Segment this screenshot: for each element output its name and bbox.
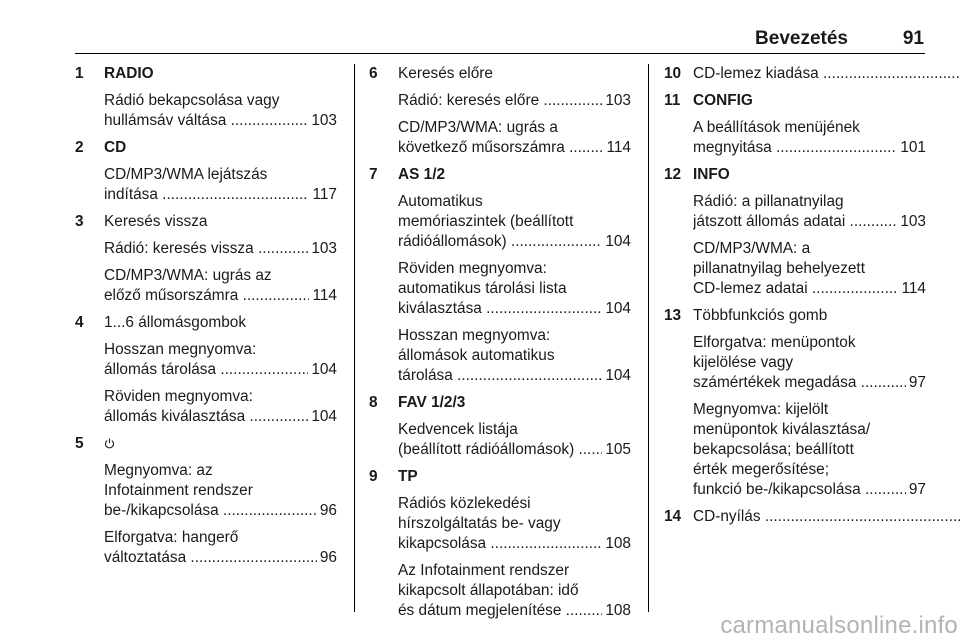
description-line: Rádió: a pillanatnyilag	[693, 193, 844, 210]
entry-number: 10	[664, 65, 682, 82]
index-line	[398, 138, 631, 158]
index-line	[693, 373, 926, 393]
description-line: A beállítások menüjének	[693, 119, 860, 136]
description-line: Infotainment rendszer	[104, 482, 253, 499]
index-line	[104, 407, 337, 427]
index-text: be-/kikapcsolása .....	[104, 501, 317, 521]
index-line	[693, 480, 926, 500]
entry-number: 4	[75, 314, 84, 331]
entry-heading	[664, 165, 926, 185]
page-reference: 104	[605, 300, 631, 317]
entry-number: 11	[664, 92, 681, 109]
entry-description	[104, 528, 337, 568]
page-reference: 104	[311, 408, 337, 425]
page-reference: 104	[311, 361, 337, 378]
description-line: Az Infotainment rendszer	[398, 562, 570, 579]
index-line	[398, 366, 631, 386]
entry-name: FAV 1/2/3	[398, 394, 466, 411]
description-line: Röviden megnyomva:	[104, 388, 253, 405]
entry-number: 1	[75, 65, 84, 82]
entry-heading	[664, 91, 926, 111]
page-reference: 97	[908, 374, 926, 391]
page-reference: 103	[900, 213, 926, 230]
index-line	[104, 111, 337, 131]
entry-number: 9	[369, 468, 378, 485]
index-text: állomás tárolása .....	[104, 360, 308, 380]
index-text: változtatása .....	[104, 548, 317, 568]
entry-name: CD	[104, 139, 127, 156]
column-2	[369, 64, 631, 628]
entry-line	[693, 64, 960, 84]
index-line	[693, 212, 926, 232]
entry-number: 7	[369, 166, 378, 183]
entry-description	[398, 259, 631, 319]
index-line	[398, 232, 631, 252]
entry-heading	[369, 165, 631, 185]
entry-name: Keresés vissza	[104, 213, 208, 230]
index-line	[398, 440, 631, 460]
index-line	[104, 501, 337, 521]
page-reference: 96	[319, 502, 337, 519]
entry-heading	[369, 64, 631, 84]
description-line: Hosszan megnyomva:	[398, 327, 551, 344]
index-line	[693, 279, 926, 299]
entry-description	[104, 91, 337, 131]
description-line: CD/MP3/WMA: a	[693, 240, 811, 257]
description-line: Rádió bekapcsolása vagy	[104, 92, 280, 109]
entry-number: 12	[664, 166, 682, 183]
description-line: Megnyomva: kijelölt	[693, 401, 829, 418]
index-text: funkció be-/kikapcsolása .....	[693, 480, 906, 500]
entry-name: CD-nyílás .....	[693, 507, 960, 527]
entry-description	[104, 165, 337, 205]
index-text: kiválasztása .....	[398, 299, 602, 319]
entry-description	[398, 118, 631, 158]
description-line: CD/MP3/WMA lejátszás	[104, 166, 268, 183]
page-reference: 117	[312, 186, 337, 203]
index-text: megnyitása .....	[693, 138, 897, 158]
entry-heading	[75, 212, 337, 232]
entry-number: 5	[75, 435, 84, 452]
description-line: memóriaszintek (beállított	[398, 213, 574, 230]
index-line	[104, 360, 337, 380]
description-line: menüpontok kiválasztása/	[693, 421, 871, 438]
entry-description	[398, 561, 631, 621]
description-line: Automatikus	[398, 193, 483, 210]
page-number: 91	[902, 28, 924, 49]
column-divider	[648, 64, 649, 612]
index-text: (beállított rádióállomások) .....	[398, 440, 602, 460]
entry-heading	[75, 64, 337, 84]
entry-number: 8	[369, 394, 378, 411]
index-line	[398, 299, 631, 319]
entry-name: Keresés előre	[398, 65, 493, 82]
description-line: bekapcsolása; beállított	[693, 441, 854, 458]
description-line: kijelölése vagy	[693, 354, 794, 371]
entry-description	[104, 461, 337, 521]
page-header	[0, 0, 960, 52]
index-text: CD-lemez adatai .....	[693, 279, 898, 299]
description-line: automatikus tárolási lista	[398, 280, 567, 297]
entry-description	[693, 118, 926, 158]
description-line: állomások automatikus	[398, 347, 555, 364]
description-line: Hosszan megnyomva:	[104, 341, 257, 358]
entry-description	[104, 340, 337, 380]
entry-description	[398, 326, 631, 386]
index-text: indítása .....	[104, 185, 309, 205]
index-line	[104, 286, 337, 306]
description-line: kikapcsolt állapotában: idő	[398, 582, 579, 599]
page-reference: 114	[312, 287, 337, 304]
index-text: előző műsorszámra .....	[104, 286, 309, 306]
column-1	[75, 64, 337, 575]
page-reference: 101	[900, 139, 926, 156]
index-line	[104, 185, 337, 205]
index-text: állomás kiválasztása .....	[104, 407, 308, 427]
entry-description	[104, 387, 337, 427]
index-text: tárolása .....	[398, 366, 602, 386]
header-rule	[75, 53, 925, 54]
entry-heading	[369, 393, 631, 413]
page-reference: 97	[908, 481, 926, 498]
index-text: következő műsorszámra .....	[398, 138, 603, 158]
entry-heading	[75, 434, 337, 454]
entry-description	[104, 266, 337, 306]
description-line: Elforgatva: menüpontok	[693, 334, 856, 351]
entry-description	[398, 494, 631, 554]
description-line: Kedvencek listája	[398, 421, 518, 438]
index-line	[398, 534, 631, 554]
entry-number: 3	[75, 213, 84, 230]
entry-name: CD-lemez kiadása .....	[693, 64, 960, 84]
power-icon	[104, 435, 115, 446]
entry-number: 6	[369, 65, 378, 82]
entry-description	[693, 192, 926, 232]
page-reference: 103	[311, 240, 337, 257]
index-text: Rádió: keresés vissza .....	[104, 239, 308, 259]
description-line: CD/MP3/WMA: ugrás az	[104, 267, 272, 284]
entry-heading	[75, 138, 337, 158]
entry-description	[398, 192, 631, 252]
column-3	[664, 64, 926, 534]
entry-name: TP	[398, 468, 418, 485]
index-text: Rádió: keresés előre .....	[398, 91, 602, 111]
description-line: érték megerősítése;	[693, 461, 830, 478]
page-reference: 96	[319, 549, 337, 566]
entry-line	[693, 507, 960, 527]
description-line: CD/MP3/WMA: ugrás a	[398, 119, 558, 136]
description-line: Rádiós közlekedési	[398, 495, 531, 512]
entry-name: AS 1/2	[398, 166, 446, 183]
watermark: carmanualsonline.info	[720, 612, 958, 639]
index-line	[398, 601, 631, 621]
entry-heading	[664, 64, 926, 84]
index-text: számértékek megadása .....	[693, 373, 906, 393]
index-line	[104, 239, 337, 259]
entry-name: 1...6 állomásgombok	[104, 314, 247, 331]
index-line	[104, 548, 337, 568]
entry-heading	[664, 507, 926, 527]
index-text: rádióállomások) .....	[398, 232, 602, 252]
entry-number: 13	[664, 307, 682, 324]
page-reference: 108	[605, 535, 631, 552]
index-text: hullámsáv váltása .....	[104, 111, 308, 131]
page-reference: 104	[605, 233, 631, 250]
entry-description	[398, 420, 631, 460]
entry-name: Többfunkciós gomb	[693, 307, 828, 324]
entry-description	[693, 239, 926, 299]
entry-name: CONFIG	[693, 92, 753, 109]
description-line: Megnyomva: az	[104, 462, 213, 479]
entry-heading	[369, 467, 631, 487]
page-reference: 108	[605, 602, 631, 619]
page-reference: 103	[605, 92, 631, 109]
index-line	[693, 138, 926, 158]
description-line: pillanatnyilag behelyezett	[693, 260, 865, 277]
entry-number: 2	[75, 139, 84, 156]
entry-name: RADIO	[104, 65, 154, 82]
column-divider	[354, 64, 355, 612]
page-title: Bevezetés	[755, 28, 848, 49]
page-reference: 105	[605, 441, 631, 458]
description-line: Elforgatva: hangerő	[104, 529, 239, 546]
entry-heading	[75, 313, 337, 333]
entry-number: 14	[664, 508, 682, 525]
page-reference: 114	[606, 139, 631, 156]
index-text: és dátum megjelenítése .....	[398, 601, 602, 621]
page-reference: 103	[311, 112, 337, 129]
entry-description	[398, 91, 631, 111]
description-line: hírszolgáltatás be- vagy	[398, 515, 561, 532]
page-reference: 104	[605, 367, 631, 384]
description-line: Röviden megnyomva:	[398, 260, 547, 277]
index-text: játszott állomás adatai .....	[693, 212, 897, 232]
page-reference: 114	[901, 280, 926, 297]
entry-description	[104, 239, 337, 259]
entry-name: INFO	[693, 166, 730, 183]
entry-description	[693, 333, 926, 393]
entry-description	[693, 400, 926, 500]
index-text: kikapcsolása .....	[398, 534, 602, 554]
entry-heading	[664, 306, 926, 326]
index-line	[398, 91, 631, 111]
